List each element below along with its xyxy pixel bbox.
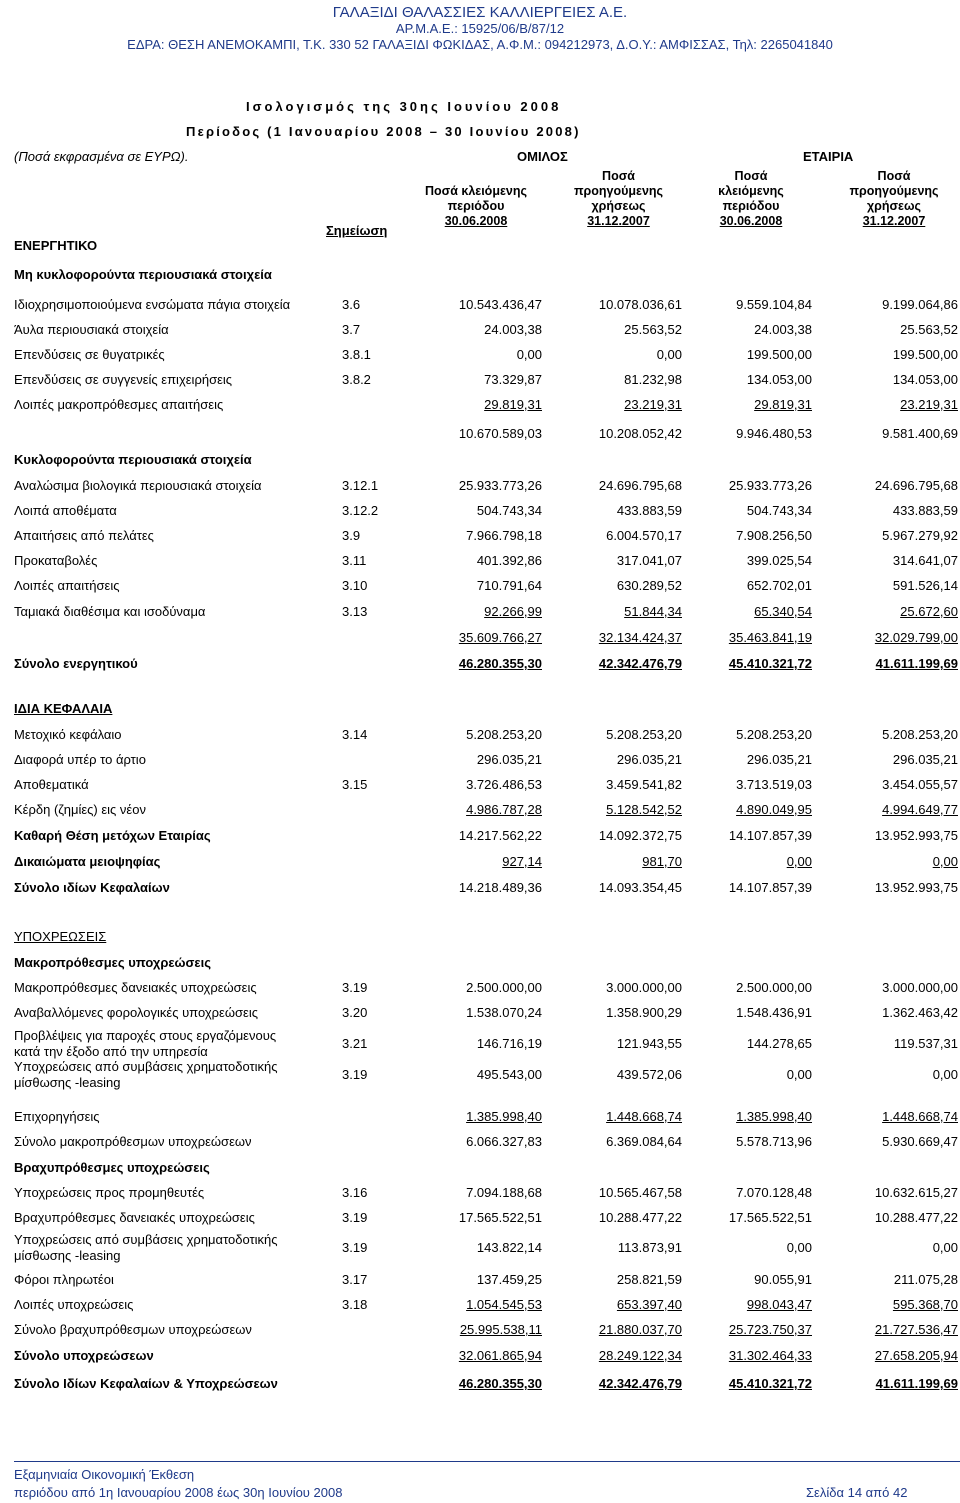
amount-cell: 5.208.253,20 — [736, 727, 812, 742]
amount-cell: 10.632.615,27 — [874, 1185, 958, 1200]
table-row — [0, 397, 960, 417]
row-note: 3.19 — [342, 980, 368, 995]
amount-cell: 144.278,65 — [746, 1036, 812, 1051]
amount-cell: 296.035,21 — [476, 752, 542, 767]
table-row — [0, 1297, 960, 1317]
amount-cell: 14.217.562,22 — [458, 828, 542, 843]
row-label: Επενδύσεις σε θυγατρικές — [14, 347, 165, 362]
table-row — [0, 701, 960, 721]
amount-cell: 14.092.372,75 — [598, 828, 682, 843]
amount-cell: 41.611.199,69 — [875, 1376, 958, 1391]
table-row — [0, 630, 960, 650]
row-label: Σύνολο υποχρεώσεων — [14, 1348, 154, 1363]
table-row — [0, 880, 960, 900]
amount-cell: 296.035,21 — [616, 752, 682, 767]
amount-cell: 9.581.400,69 — [882, 426, 958, 441]
amount-cell: 296.035,21 — [892, 752, 958, 767]
row-label: Λοιπές μακροπρόθεσμες απαιτήσεις — [14, 397, 224, 412]
amount-cell: 5.208.253,20 — [882, 727, 958, 742]
amount-cell: 31.302.464,33 — [728, 1348, 812, 1363]
amount-cell: 146.716,19 — [476, 1036, 542, 1051]
row-note: 3.13 — [342, 604, 368, 619]
row-label: Μετοχικό κεφάλαιο — [14, 727, 122, 742]
amount-cell: 7.094.188,68 — [466, 1185, 542, 1200]
amount-cell: 652.702,01 — [746, 578, 812, 593]
row-label: Λοιπές υποχρεώσεις — [14, 1297, 134, 1312]
amount-cell: 1.538.070,24 — [466, 1005, 542, 1020]
amount-cell: 495.543,00 — [476, 1067, 542, 1082]
amount-cell: 439.572,06 — [616, 1067, 682, 1082]
amount-cell: 258.821,59 — [616, 1272, 682, 1287]
table-row — [0, 1059, 960, 1090]
table-row — [0, 347, 960, 367]
amount-cell: 1.358.900,29 — [606, 1005, 682, 1020]
amount-cell: 5.578.713,96 — [736, 1134, 812, 1149]
amount-cell: 119.537,31 — [893, 1036, 958, 1051]
table-row — [0, 578, 960, 598]
amount-cell: 0,00 — [786, 1240, 812, 1255]
row-note: 3.21 — [342, 1036, 368, 1051]
table-row — [0, 1028, 960, 1059]
row-label: Αποθεματικά — [14, 777, 89, 792]
amount-cell: 28.249.122,34 — [598, 1348, 682, 1363]
amount-cell: 45.410.321,72 — [728, 656, 812, 671]
amount-cell: 710.791,64 — [476, 578, 542, 593]
amount-cell: 25.672,60 — [900, 604, 958, 619]
amount-cell: 25.723.750,37 — [728, 1322, 812, 1337]
registration-number: ΑΡ.Μ.Α.Ε.: 15925/06/Β/87/12 — [395, 21, 565, 36]
amount-cell: 1.362.463,42 — [882, 1005, 958, 1020]
amount-cell: 10.288.477,22 — [874, 1210, 958, 1225]
amount-cell: 1.385.998,40 — [466, 1109, 542, 1124]
row-label: Βραχυπρόθεσμες υποχρεώσεις — [14, 1160, 210, 1175]
table-row — [0, 503, 960, 523]
table-row — [0, 1134, 960, 1154]
table-row — [0, 1185, 960, 1205]
amount-cell: 4.890.049,95 — [736, 802, 812, 817]
company-name: ΓΑΛΑΞΙΔΙ ΘΑΛΑΣΣΙΕΣ ΚΑΛΛΙΕΡΓΕΙΕΣ Α.Ε. — [332, 4, 628, 21]
amount-cell: 3.726.486,53 — [466, 777, 542, 792]
amount-cell: 595.368,70 — [892, 1297, 958, 1312]
row-note: 3.15 — [342, 777, 368, 792]
row-note: 3.6 — [342, 297, 361, 312]
amount-cell: 42.342.476,79 — [598, 656, 682, 671]
note-column-header: Σημείωση — [326, 223, 388, 238]
row-note: 3.20 — [342, 1005, 368, 1020]
column-header-group-current: Ποσά κλειόμενης περιόδου 30.06.2008 — [424, 184, 527, 228]
row-label: Υποχρεώσεις από συμβάσεις χρηματοδοτικής μίσθωσης -leasing — [14, 1059, 278, 1090]
row-note: 3.8.2 — [342, 372, 371, 387]
table-row — [0, 528, 960, 548]
row-label: Αναβαλλόμενες φορολογικές υποχρεώσεις — [14, 1005, 258, 1020]
amount-cell: 35.609.766,27 — [458, 630, 542, 645]
amount-cell: 3.000.000,00 — [882, 980, 958, 995]
row-label: Επενδύσεις σε συγγενείς επιχειρήσεις — [14, 372, 233, 387]
amount-cell: 1.548.436,91 — [736, 1005, 812, 1020]
amount-cell: 92.266,99 — [484, 604, 542, 619]
amount-cell: 10.543.436,47 — [458, 297, 542, 312]
row-label: Άυλα περιουσιακά στοιχεία — [14, 322, 169, 337]
amount-cell: 5.208.253,20 — [466, 727, 542, 742]
amount-cell: 24.003,38 — [484, 322, 542, 337]
table-row — [0, 553, 960, 573]
amount-cell: 14.218.489,36 — [458, 880, 542, 895]
row-label: Απαιτήσεις από πελάτες — [14, 528, 154, 543]
table-row — [0, 1005, 960, 1025]
table-row — [0, 604, 960, 624]
currency-note: (Ποσά εκφρασμένα σε ΕΥΡΩ). — [14, 149, 189, 164]
table-row — [0, 752, 960, 772]
amount-cell: 630.289,52 — [616, 578, 682, 593]
table-row — [0, 452, 960, 472]
amount-cell: 10.565.467,58 — [598, 1185, 682, 1200]
row-note: 3.12.2 — [342, 503, 379, 518]
amount-cell: 1.385.998,40 — [736, 1109, 812, 1124]
amount-cell: 90.055,91 — [754, 1272, 812, 1287]
amount-cell: 10.078.036,61 — [598, 297, 682, 312]
group-label: ΟΜΙΛΟΣ — [517, 149, 568, 164]
amount-cell: 433.883,59 — [892, 503, 958, 518]
amount-cell: 14.107.857,39 — [728, 880, 812, 895]
footer-page-number: Σελίδα 14 από 42 — [806, 1485, 908, 1500]
table-row — [0, 1348, 960, 1368]
amount-cell: 14.093.354,45 — [598, 880, 682, 895]
amount-cell: 2.500.000,00 — [466, 980, 542, 995]
amount-cell: 0,00 — [786, 1067, 812, 1082]
row-label: Σύνολο Ιδίων Κεφαλαίων & Υποχρεώσεων — [14, 1376, 278, 1391]
amount-cell: 401.392,86 — [476, 553, 542, 568]
row-label: ΙΔΙΑ ΚΕΦΑΛΑΙΑ — [14, 701, 113, 716]
table-row — [0, 478, 960, 498]
row-note: 3.11 — [342, 553, 367, 568]
amount-cell: 0,00 — [932, 1240, 958, 1255]
footer-divider — [14, 1461, 960, 1462]
table-row — [0, 656, 960, 676]
amount-cell: 0,00 — [932, 1067, 958, 1082]
amount-cell: 3.713.519,03 — [736, 777, 812, 792]
footer-period: περιόδου από 1η Ιανουαρίου 2008 έως 30η Ιουνίου 2008 — [14, 1485, 343, 1500]
amount-cell: 5.967.279,92 — [882, 528, 958, 543]
amount-cell: 25.563,52 — [900, 322, 958, 337]
amount-cell: 137.459,25 — [476, 1272, 542, 1287]
row-label: Καθαρή Θέση μετόχων Εταιρίας — [14, 828, 211, 843]
amount-cell: 21.880.037,70 — [598, 1322, 682, 1337]
column-header-group-prior: Ποσά προηγούμενης χρήσεως 31.12.2007 — [573, 169, 664, 228]
table-row — [0, 1160, 960, 1180]
amount-cell: 4.994.649,77 — [882, 802, 958, 817]
row-note: 3.7 — [342, 322, 361, 337]
row-label: Σύνολο ενεργητικού — [14, 656, 138, 671]
amount-cell: 10.208.052,42 — [598, 426, 682, 441]
amount-cell: 981,70 — [642, 854, 682, 869]
table-row — [0, 297, 960, 317]
amount-cell: 29.819,31 — [754, 397, 812, 412]
amount-cell: 42.342.476,79 — [598, 1376, 682, 1391]
amount-cell: 211.075,28 — [893, 1272, 958, 1287]
amount-cell: 23.219,31 — [900, 397, 958, 412]
document-title: Ισολογισμός της 30ης Ιουνίου 2008 — [246, 99, 562, 114]
amount-cell: 134.053,00 — [892, 372, 958, 387]
row-label: Ιδιοχρησιμοποιούμενα ενσώματα πάγια στοιχεία — [14, 297, 291, 312]
amount-cell: 4.986.787,28 — [466, 802, 542, 817]
amount-cell: 6.004.570,17 — [606, 528, 682, 543]
row-label: Λοιπά αποθέματα — [14, 503, 117, 518]
table-row — [0, 929, 960, 949]
table-row — [0, 426, 960, 446]
period-title: Περίοδος (1 Ιανουαρίου 2008 – 30 Ιουνίου 2008) — [186, 124, 581, 139]
amount-cell: 433.883,59 — [616, 503, 682, 518]
footer-report-title: Εξαμηνιαία Οικονομική Έκθεση — [14, 1467, 195, 1482]
table-row — [0, 828, 960, 848]
table-row — [0, 854, 960, 874]
amount-cell: 927,14 — [502, 854, 542, 869]
amount-cell: 29.819,31 — [484, 397, 542, 412]
amount-cell: 1.054.545,53 — [466, 1297, 542, 1312]
row-note: 3.12.1 — [342, 478, 379, 493]
table-row — [0, 267, 960, 287]
amount-cell: 81.232,98 — [624, 372, 682, 387]
amount-cell: 7.908.256,50 — [736, 528, 812, 543]
table-row — [0, 1272, 960, 1292]
column-header-company-current: Ποσά κλειόμενης περιόδου 30.06.2008 — [718, 169, 784, 228]
column-header-company-prior: Ποσά προηγούμενης χρήσεως 31.12.2007 — [849, 169, 939, 228]
table-row — [0, 1322, 960, 1342]
table-row — [0, 1109, 960, 1129]
company-label: ΕΤΑΙΡΙΑ — [803, 149, 854, 164]
amount-cell: 25.933.773,26 — [458, 478, 542, 493]
table-row — [0, 980, 960, 1000]
amount-cell: 10.288.477,22 — [598, 1210, 682, 1225]
row-label: Μακροπρόθεσμες δανειακές υποχρεώσεις — [14, 980, 257, 995]
amount-cell: 21.727.536,47 — [874, 1322, 958, 1337]
amount-cell: 199.500,00 — [746, 347, 812, 362]
row-note: 3.10 — [342, 578, 368, 593]
amount-cell: 10.670.589,03 — [458, 426, 542, 441]
row-label: ΥΠΟΧΡΕΩΣΕΙΣ — [14, 929, 107, 944]
row-label: Προβλέψεις για παροχές στους εργαζόμενους κατά την έξοδο από την υπηρεσία — [14, 1028, 277, 1059]
amount-cell: 399.025,54 — [746, 553, 812, 568]
row-label: Προκαταβολές — [14, 553, 98, 568]
amount-cell: 317.041,07 — [616, 553, 682, 568]
row-label: Υποχρεώσεις προς προμηθευτές — [14, 1185, 205, 1200]
amount-cell: 13.952.993,75 — [874, 828, 958, 843]
amount-cell: 13.952.993,75 — [874, 880, 958, 895]
row-note: 3.19 — [342, 1210, 368, 1225]
table-row — [0, 372, 960, 392]
amount-cell: 65.340,54 — [754, 604, 812, 619]
row-note: 3.9 — [342, 528, 361, 543]
assets-heading: ΕΝΕΡΓΗΤΙΚΟ — [14, 238, 98, 253]
row-label: Μακροπρόθεσμες υποχρεώσεις — [14, 955, 211, 970]
row-label: Κέρδη (ζημίες) εις νέον — [14, 802, 146, 817]
amount-cell: 23.219,31 — [624, 397, 682, 412]
amount-cell: 121.943,55 — [616, 1036, 682, 1051]
amount-cell: 25.995.538,11 — [459, 1322, 542, 1337]
amount-cell: 24.003,38 — [754, 322, 812, 337]
amount-cell: 6.369.084,64 — [606, 1134, 682, 1149]
amount-cell: 7.070.128,48 — [736, 1185, 812, 1200]
table-row — [0, 322, 960, 342]
amount-cell: 2.500.000,00 — [736, 980, 812, 995]
amount-cell: 143.822,14 — [476, 1240, 542, 1255]
row-label: Μη κυκλοφορούντα περιουσιακά στοιχεία — [14, 267, 272, 282]
row-note: 3.16 — [342, 1185, 368, 1200]
row-label: Σύνολο ιδίων Κεφαλαίων — [14, 880, 170, 895]
row-label: Υποχρεώσεις από συμβάσεις χρηματοδοτικής μίσθωσης -leasing — [14, 1232, 278, 1263]
row-label: Σύνολο μακροπρόθεσμων υποχρεώσεων — [14, 1134, 252, 1149]
amount-cell: 73.329,87 — [484, 372, 542, 387]
amount-cell: 32.029.799,00 — [874, 630, 958, 645]
amount-cell: 653.397,40 — [616, 1297, 682, 1312]
table-row — [0, 1376, 960, 1396]
amount-cell: 998.043,47 — [746, 1297, 812, 1312]
amount-cell: 9.946.480,53 — [736, 426, 812, 441]
row-note: 3.8.1 — [342, 347, 371, 362]
amount-cell: 7.966.798,18 — [466, 528, 542, 543]
row-note: 3.17 — [342, 1272, 368, 1287]
amount-cell: 0,00 — [656, 347, 682, 362]
amount-cell: 32.134.424,37 — [598, 630, 682, 645]
amount-cell: 3.000.000,00 — [606, 980, 682, 995]
row-label: Αναλώσιμα βιολογικά περιουσιακά στοιχεία — [14, 478, 262, 493]
amount-cell: 6.066.327,83 — [466, 1134, 542, 1149]
amount-cell: 17.565.522,51 — [728, 1210, 812, 1225]
amount-cell: 134.053,00 — [746, 372, 812, 387]
amount-cell: 591.526,14 — [892, 578, 958, 593]
table-row — [0, 1232, 960, 1263]
amount-cell: 0,00 — [786, 854, 812, 869]
amount-cell: 24.696.795,68 — [598, 478, 682, 493]
amount-cell: 24.696.795,68 — [874, 478, 958, 493]
amount-cell: 1.448.668,74 — [882, 1109, 958, 1124]
row-note: 3.19 — [342, 1067, 368, 1082]
amount-cell: 14.107.857,39 — [728, 828, 812, 843]
amount-cell: 5.930.669,47 — [882, 1134, 958, 1149]
amount-cell: 0,00 — [932, 854, 958, 869]
amount-cell: 35.463.841,19 — [728, 630, 812, 645]
amount-cell: 199.500,00 — [892, 347, 958, 362]
amount-cell: 32.061.865,94 — [458, 1348, 542, 1363]
table-row — [0, 727, 960, 747]
amount-cell: 9.559.104,84 — [736, 297, 812, 312]
amount-cell: 5.208.253,20 — [606, 727, 682, 742]
amount-cell: 504.743,34 — [746, 503, 812, 518]
amount-cell: 46.280.355,30 — [458, 1376, 542, 1391]
table-row — [0, 777, 960, 797]
row-note: 3.18 — [342, 1297, 368, 1312]
row-label: Δικαιώματα μειοψηφίας — [14, 854, 161, 869]
amount-cell: 27.658.205,94 — [874, 1348, 958, 1363]
row-label: Λοιπές απαιτήσεις — [14, 578, 120, 593]
row-label: Σύνολο βραχυπρόθεσμων υποχρεώσεων — [14, 1322, 252, 1337]
amount-cell: 51.844,34 — [624, 604, 682, 619]
amount-cell: 0,00 — [516, 347, 542, 362]
table-row — [0, 802, 960, 822]
row-label: Επιχορηγήσεις — [14, 1109, 100, 1124]
amount-cell: 45.410.321,72 — [728, 1376, 812, 1391]
amount-cell: 9.199.064,86 — [882, 297, 958, 312]
amount-cell: 3.454.055,57 — [882, 777, 958, 792]
amount-cell: 504.743,34 — [476, 503, 542, 518]
table-row — [0, 955, 960, 975]
row-label: Φόροι πληρωτέοι — [14, 1272, 114, 1287]
amount-cell: 17.565.522,51 — [458, 1210, 542, 1225]
table-row — [0, 1210, 960, 1230]
row-label: Διαφορά υπέρ το άρτιο — [14, 752, 146, 767]
amount-cell: 314.641,07 — [892, 553, 958, 568]
amount-cell: 25.563,52 — [624, 322, 682, 337]
company-address: ΕΔΡΑ: ΘΕΣΗ ΑΝΕΜΟΚΑΜΠΙ, Τ.Κ. 330 52 ΓΑΛΑΞΙΔΙ ΦΩΚΙΔΑΣ, Α.Φ.Μ.: 094212973, Δ.Ο.Υ.: ΑΜΦΙΣΣΑΣ, Τηλ: 2265041840 — [127, 37, 833, 52]
amount-cell: 41.611.199,69 — [875, 656, 958, 671]
amount-cell: 25.933.773,26 — [728, 478, 812, 493]
row-label: Κυκλοφορούντα περιουσιακά στοιχεία — [14, 452, 252, 467]
row-note: 3.14 — [342, 727, 368, 742]
amount-cell: 296.035,21 — [746, 752, 812, 767]
amount-cell: 1.448.668,74 — [606, 1109, 682, 1124]
row-label: Ταμιακά διαθέσιμα και ισοδύναμα — [14, 604, 206, 619]
amount-cell: 46.280.355,30 — [458, 656, 542, 671]
row-label: Βραχυπρόθεσμες δανειακές υποχρεώσεις — [14, 1210, 255, 1225]
amount-cell: 3.459.541,82 — [606, 777, 682, 792]
amount-cell: 113.873,91 — [617, 1240, 682, 1255]
row-note: 3.19 — [342, 1240, 368, 1255]
amount-cell: 5.128.542,52 — [606, 802, 682, 817]
